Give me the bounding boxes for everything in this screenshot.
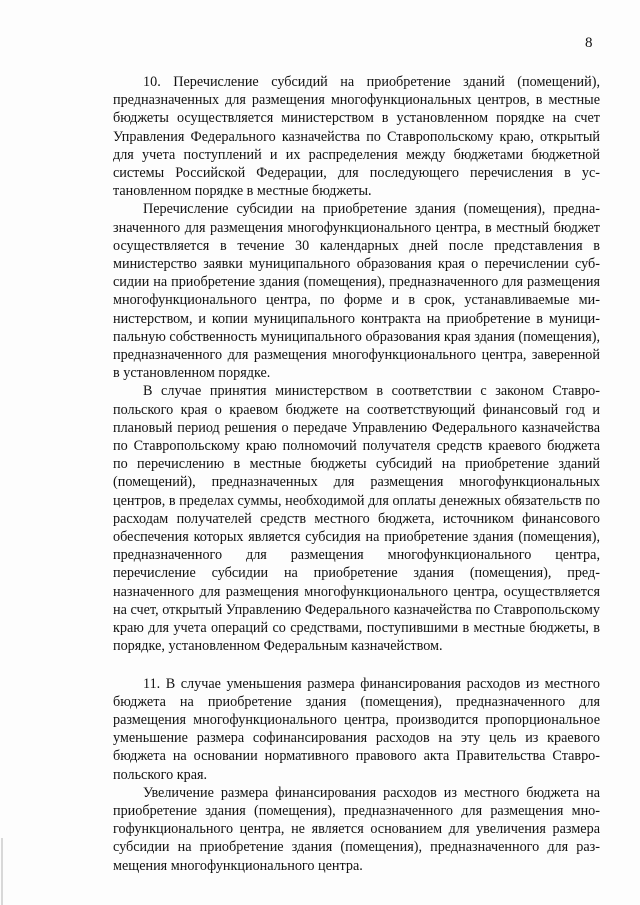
paragraph-transfer-subsidy: Перечисление субсидии на приобретение здания (помещения), предназначенного для размещения многофункционального центра, в местный бюджет осуществляется в течение 30 календарных дней после представления в министерство заявки муниципального образования края о перечислении субсидии на приобретение здания (помещения), предназначенного для размещения многофункционального центра, по форме и в срок, устанавливаемые министерством, и копии муниципального контракта на приобретение в муниципальную собственность муниципального образования края здания (помещения), предназначенного для размещения многофункционального центра, заверенной в установленном порядке.: [113, 201, 600, 382]
paragraph-funding-increase: Увеличение размера финансирования расходов из местного бюджета на приобретение здания (помещения), предназначенного для размещения многофункционального центра, не является основанием для увеличения размера субсидии на приобретение здания (помещения), предназначенного для размещения многофункционального центра.: [113, 784, 600, 874]
document-body: [113, 73, 600, 875]
page-number: 8: [585, 35, 593, 51]
paragraph-11: 11. В случае уменьшения размера финансирования расходов из местного бюджета на приобретение здания (помещения), предназначенного для размещения многофункционального центра, производится пропорциональное уменьшение размера софинансирования расходов на эту цель из краевого бюджета на основании нормативного правового акта Правительства Ставропольского края.: [113, 675, 600, 783]
paragraph-treasury-powers: В случае принятия министерством в соответствии с законом Ставропольского края о краевом бюджете на соответствующий финансовый год и плановый период решения о передаче Управлению Федерального казначейства по Ставропольскому краю полномочий получателя средств краевого бюджета по перечислению в местные бюджеты субсидий на приобретение зданий (помещений), предназначенных для размещения многофункциональных центров, в пределах суммы, необходимой для оплаты денежных обязательств по расходам получателей средств местного бюджета, источником финансового обеспечения которых является субсидия на приобретение здания (помещения), предназначенного для размещения многофункционального центра, перечисление субсидии на приобретение здания (помещения), предназначенного для размещения многофункционального центра, осуществляется на счет, открытый Управлению Федерального казначейства по Ставропольскому краю для учета операций со средствами, поступившими в местные бюджеты, в порядке, установленном Федеральным казначейством.: [113, 383, 600, 655]
scan-edge-mark: [1, 838, 3, 905]
paragraph-10: 10. Перечисление субсидий на приобретение зданий (помещений), предназначенных для размещения многофункциональных центров, в местные бюджеты осуществляется министерством в установленном порядке на счет Управления Федерального казначейства по Ставропольскому краю, открытый для учета поступлений и их распределения между бюджетами бюджетной системы Российской Федерации, для последующего перечисления в установленном порядке в местные бюджеты.: [113, 74, 600, 200]
